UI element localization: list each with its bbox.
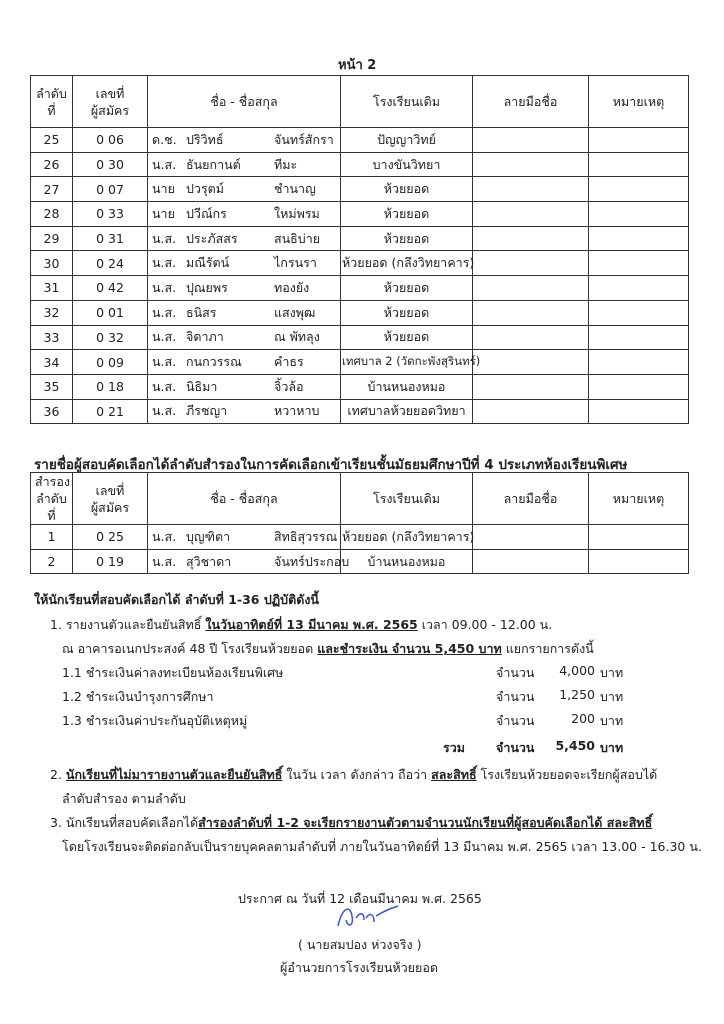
signature-cell: [473, 152, 589, 177]
fee-unit: บาท: [600, 689, 624, 704]
last-name: คำธร: [274, 354, 304, 370]
applicant-id: 0 42: [73, 276, 148, 301]
last-name: ใหม่พรม: [274, 205, 320, 221]
signature-cell: [473, 177, 589, 202]
text: 3. นักเรียนที่สอบคัดเลือกได้: [50, 815, 199, 830]
table-row: [31, 177, 689, 202]
total-unit: บาท: [600, 740, 624, 755]
last-name: จิ้วล้อ: [274, 378, 304, 394]
name-prefix: น.ส.: [152, 553, 177, 569]
remarks-cell: [589, 325, 689, 350]
forfeit-text: สละสิทธิ์: [431, 767, 477, 782]
row-number: 35: [31, 374, 73, 399]
total-word: จำนวน: [496, 740, 535, 755]
column-header: โรงเรียนเดิม: [341, 76, 473, 128]
first-name: ธันยกานต์: [186, 156, 241, 172]
column-header: เลขที่ ผู้สมัคร: [73, 473, 148, 525]
text: นักเรียนที่ไม่มารายงานตัวและยืนยันสิทธิ์: [65, 767, 283, 782]
fee-unit: บาท: [600, 713, 624, 728]
applicant-id: 0 25: [73, 525, 148, 550]
first-name: ภีรชญา: [186, 403, 228, 419]
text: โรงเรียนห้วยยอดจะเรียกผู้สอบได้: [476, 767, 658, 782]
text: ณ อาคารอเนกประสงค์ 48 ปี โรงเรียนห้วยยอด: [62, 641, 318, 656]
name-prefix: น.ส.: [152, 329, 177, 345]
remarks-cell: [589, 152, 689, 177]
reserve-list-title: รายชื่อผู้สอบคัดเลือกได้ลำดับสำรองในการคัดเลือกเข้าเรียนชั้นมัธยมศึกษาปีที่ 4 ประเภทห้องเรียนพิเศษ: [34, 457, 628, 473]
row-number: 31: [31, 276, 73, 301]
first-name: นิธิมา: [186, 378, 218, 394]
remarks-cell: [589, 374, 689, 399]
full-name: [148, 350, 341, 375]
row-number: 25: [31, 128, 73, 153]
signer-position: ผู้อำนวยการโรงเรียนห้วยยอด: [280, 960, 438, 975]
table-row: [31, 325, 689, 350]
signature-cell: [473, 350, 589, 375]
previous-school: ห้วยยอด (กลึงวิทยาคาร): [341, 251, 473, 276]
instruction-2: [50, 765, 657, 785]
last-name: ทองยัง: [274, 279, 310, 295]
first-name: กนกวรรณ: [186, 354, 242, 370]
text: 1. รายงานตัวและยืนยันสิทธิ์: [50, 617, 206, 632]
table-row: [31, 226, 689, 251]
applicant-id: 0 01: [73, 300, 148, 325]
name-prefix: น.ส.: [152, 304, 177, 320]
remarks-cell: [589, 350, 689, 375]
full-name: [148, 152, 341, 177]
column-header: ชื่อ - ชื่อสกุล: [148, 76, 341, 128]
signature-cell: [473, 549, 589, 574]
column-header: ชื่อ - ชื่อสกุล: [148, 473, 341, 525]
fee-amount: 4,000: [559, 663, 595, 678]
row-number: 29: [31, 226, 73, 251]
table-row: [31, 374, 689, 399]
table-row: [31, 300, 689, 325]
previous-school: ปัญญาวิทย์: [341, 128, 473, 153]
first-name: ปวรุตม์: [186, 181, 225, 197]
signature-cell: [473, 525, 589, 550]
table-row: [31, 350, 689, 375]
full-name: [148, 325, 341, 350]
name-prefix: นาย: [152, 205, 175, 221]
report-date: ในวันอาทิตย์ที่ 13 มีนาคม พ.ศ. 2565: [205, 617, 418, 632]
previous-school: ห้วยยอด: [341, 202, 473, 227]
column-header: สำรอง ลำดับที่: [31, 473, 73, 525]
signature-cell: [473, 374, 589, 399]
applicant-id: 0 07: [73, 177, 148, 202]
applicant-id: 0 09: [73, 350, 148, 375]
fee-amount: 200: [571, 711, 595, 726]
text: 2.: [50, 767, 66, 782]
column-header: หมายเหตุ: [589, 473, 689, 525]
previous-school: ห้วยยอด: [341, 300, 473, 325]
row-number: 28: [31, 202, 73, 227]
applicant-id: 0 24: [73, 251, 148, 276]
last-name: ไกรนรา: [274, 255, 317, 271]
applicant-id: 0 18: [73, 374, 148, 399]
full-name: [148, 226, 341, 251]
instruction-1-location: [62, 639, 594, 659]
name-prefix: น.ส.: [152, 156, 177, 172]
name-prefix: น.ส.: [152, 255, 177, 271]
remarks-cell: [589, 399, 689, 424]
remarks-cell: [589, 128, 689, 153]
remarks-cell: [589, 549, 689, 574]
page-number: หน้า 2: [338, 58, 377, 73]
admitted-students-table: [30, 75, 689, 424]
total-amount: 5,450: [555, 738, 595, 753]
applicant-id: 0 30: [73, 152, 148, 177]
full-name: [148, 276, 341, 301]
full-name: [148, 128, 341, 153]
first-name: ปริวิทธ์: [186, 131, 224, 147]
row-number: 36: [31, 399, 73, 424]
fee-label: 1.1 ชำระเงินค่าลงทะเบียนห้องเรียนพิเศษ: [62, 665, 284, 680]
last-name: แสงพุฒ: [274, 304, 316, 320]
last-name: ทีมะ: [274, 156, 298, 172]
table-row: [31, 128, 689, 153]
remarks-cell: [589, 202, 689, 227]
remarks-cell: [589, 251, 689, 276]
text: เวลา 09.00 - 12.00 น.: [417, 617, 553, 632]
previous-school: เทศบาล 2 (วัดกะพังสุรินทร์): [341, 350, 473, 375]
last-name: ณ พัทลุง: [274, 329, 320, 345]
column-header: ลายมือชื่อ: [473, 473, 589, 525]
row-number: 1: [31, 525, 73, 550]
name-prefix: น.ส.: [152, 230, 177, 246]
previous-school: ห้วยยอด: [341, 226, 473, 251]
last-name: จันทร์สักรา: [274, 131, 334, 147]
signature-cell: [473, 128, 589, 153]
applicant-id: 0 19: [73, 549, 148, 574]
full-name: [148, 399, 341, 424]
column-header: หมายเหตุ: [589, 76, 689, 128]
table-row: [31, 251, 689, 276]
first-name: จิดาภา: [186, 329, 224, 345]
row-number: 26: [31, 152, 73, 177]
name-prefix: น.ส.: [152, 378, 177, 394]
row-number: 2: [31, 549, 73, 574]
table-row: [31, 152, 689, 177]
full-name: [148, 525, 341, 550]
instructions-heading: ให้นักเรียนที่สอบคัดเลือกได้ ลำดับที่ 1-36 ปฏิบัติดังนี้: [34, 592, 319, 607]
column-header: โรงเรียนเดิม: [341, 473, 473, 525]
last-name: หวาหาบ: [274, 403, 320, 419]
applicant-id: 0 06: [73, 128, 148, 153]
column-header: เลขที่ ผู้สมัคร: [73, 76, 148, 128]
previous-school: ห้วยยอด: [341, 177, 473, 202]
row-number: 32: [31, 300, 73, 325]
previous-school: เทศบาลห้วยยอดวิทยา: [341, 399, 473, 424]
previous-school: บ้านหนองหมอ: [341, 549, 473, 574]
signature-cell: [473, 226, 589, 251]
full-name: [148, 374, 341, 399]
payment-amount: และชำระเงิน จำนวน 5,450 บาท: [317, 641, 502, 656]
name-prefix: น.ส.: [152, 354, 177, 370]
table-row: [31, 549, 689, 574]
full-name: [148, 202, 341, 227]
name-prefix: น.ส.: [152, 528, 177, 544]
first-name: ประภัสสร: [186, 230, 238, 246]
column-header: ลายมือชื่อ: [473, 76, 589, 128]
text: ในวัน เวลา ดังกล่าว ถือว่า: [282, 767, 432, 782]
previous-school: ห้วยยอด: [341, 325, 473, 350]
fee-label: 1.2 ชำระเงินบำรุงการศึกษา: [62, 689, 214, 704]
signature-cell: [473, 251, 589, 276]
first-name: ปุณยพร: [186, 279, 228, 295]
fee-amount: 1,250: [559, 687, 595, 702]
remarks-cell: [589, 300, 689, 325]
row-number: 34: [31, 350, 73, 375]
previous-school: บางขันวิทยา: [341, 152, 473, 177]
signer-name: ( นายสมปอง ห่วงจริง ): [298, 937, 422, 952]
text: สำรองลำดับที่ 1-2 จะเรียกรายงานตัวตามจำนวนนักเรียนที่ผู้สอบคัดเลือกได้ สละสิทธิ์: [198, 815, 653, 830]
instruction-3-cont: โดยโรงเรียนจะติดต่อกลับเป็นรายบุคคลตามลำดับที่ ภายในวันอาทิตย์ที่ 13 มีนาคม พ.ศ. 2565 เวลา 13.00 - 16.30 น.: [62, 839, 702, 854]
table-row: [31, 276, 689, 301]
remarks-cell: [589, 525, 689, 550]
table-row: [31, 399, 689, 424]
fee-word: จำนวน: [496, 713, 535, 728]
signature-cell: [473, 202, 589, 227]
full-name: [148, 251, 341, 276]
name-prefix: ด.ช.: [152, 131, 177, 147]
signature-mark: [330, 898, 400, 932]
name-prefix: น.ส.: [152, 279, 177, 295]
applicant-id: 0 21: [73, 399, 148, 424]
first-name: ธนิสร: [186, 304, 217, 320]
instruction-2-cont: ลำดับสำรอง ตามลำดับ: [62, 791, 186, 806]
fee-unit: บาท: [600, 665, 624, 680]
full-name: [148, 549, 350, 574]
last-name: สิทธิสุวรรณ: [274, 528, 338, 544]
instruction-3: [50, 813, 652, 833]
first-name: บุญฑิตา: [186, 528, 231, 544]
last-name: จันทร์ประกอบ: [274, 553, 350, 569]
announce-date: ประกาศ ณ วันที่ 12 เดือนมีนาคม พ.ศ. 2565: [238, 891, 482, 906]
name-prefix: น.ส.: [152, 403, 177, 419]
reserve-students-table: [30, 472, 689, 574]
column-header: ลำดับ ที่: [31, 76, 73, 128]
previous-school: ห้วยยอด (กลึงวิทยาคาร): [341, 525, 473, 550]
first-name: มณีรัตน์: [186, 255, 230, 271]
text: แยกรายการดังนี้: [501, 641, 594, 656]
table-row: [31, 525, 689, 550]
signature-cell: [473, 325, 589, 350]
first-name: สุวิชาดา: [186, 553, 232, 569]
last-name: ชำนาญ: [274, 181, 316, 197]
total-label: รวม: [443, 740, 465, 755]
fee-word: จำนวน: [496, 689, 535, 704]
signature-cell: [473, 300, 589, 325]
name-prefix: นาย: [152, 181, 175, 197]
table-row: [31, 202, 689, 227]
full-name: [148, 300, 341, 325]
signature-cell: [473, 276, 589, 301]
last-name: สนธิบ่าย: [274, 230, 321, 246]
remarks-cell: [589, 177, 689, 202]
instruction-1: [50, 615, 552, 635]
row-number: 30: [31, 251, 73, 276]
applicant-id: 0 33: [73, 202, 148, 227]
remarks-cell: [589, 226, 689, 251]
applicant-id: 0 32: [73, 325, 148, 350]
first-name: ปวีณ์กร: [186, 205, 227, 221]
fee-word: จำนวน: [496, 665, 535, 680]
row-number: 27: [31, 177, 73, 202]
full-name: [148, 177, 341, 202]
previous-school: ห้วยยอด: [341, 276, 473, 301]
row-number: 33: [31, 325, 73, 350]
previous-school: บ้านหนองหมอ: [341, 374, 473, 399]
remarks-cell: [589, 276, 689, 301]
fee-label: 1.3 ชำระเงินค่าประกันอุบัติเหตุหมู่: [62, 713, 248, 728]
applicant-id: 0 31: [73, 226, 148, 251]
signature-cell: [473, 399, 589, 424]
